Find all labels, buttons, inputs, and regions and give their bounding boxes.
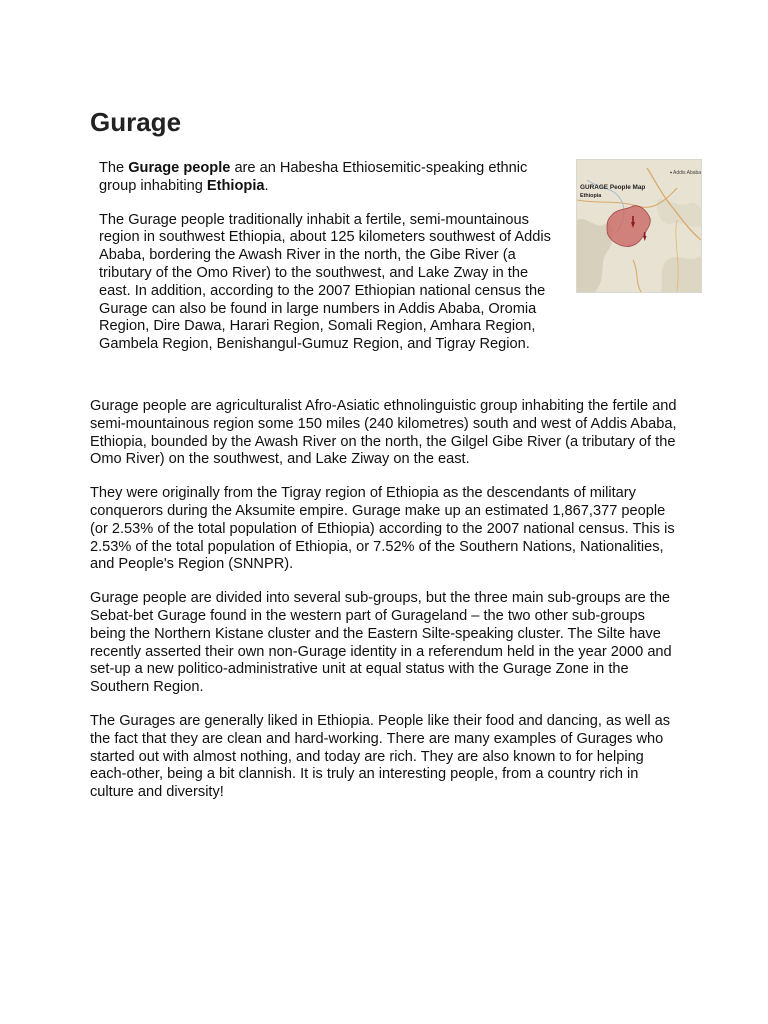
intro-paragraph-2: The Gurage people traditionally inhabit a fertile, semi-mountainous region in southwest Ethiopia, about 125 kilometers southwest of Addis Ababa, bordering the Awash River in the north, the Gibe River (a tributary of the Omo River) to the southwest, and Lake Zway in the east. In addition, according to the 2007 Ethiopian national census the Gurage can also be found in large numbers in Addis Ababa, Oromia Region, Dire Dawa, Harari Region, Somali Region, Amhara Region, Gambela Region, Benishangul-Gumuz Region, and Tigray Region. <box>99 211 551 353</box>
city-dot-icon <box>670 172 672 174</box>
intro-section <box>99 160 559 370</box>
body-paragraph: Gurage people are divided into several sub-groups, but the three main sub-groups are the Sebat-bet Gurage found in the western part of Gurageland – the two other sub-groups being the Northern Kistane cluster and the Eastern Silte-speaking cluster. The Silte have recently asserted their own non-Gurage identity in a referendum held in the year 2000 and set-up a new politico-administrative unit at equal status with the Gurage Zone in the Southern Region. <box>90 590 672 696</box>
map-image <box>576 159 702 293</box>
body-paragraph: Gurage people are agriculturalist Afro-Asiatic ethnolinguistic group inhabiting the fertile and semi-mountainous region some 150 miles (240 kilometres) south and west of Addis Ababa, Ethiopia, bounded by the Awash River on the north, the Gilgel Gibe River (a tributary of the Omo River) on the southwest, and Lake Ziway on the east. <box>90 398 677 468</box>
gurage-people-bold: Gurage people <box>128 160 231 176</box>
map-city-label: Addis Ababa <box>673 170 701 176</box>
map-title-line-2: Ethiopia <box>580 193 602 199</box>
body-section <box>90 398 680 818</box>
map-title-line-1: GURAGE People Map <box>580 184 646 191</box>
terrain-shading <box>661 256 701 292</box>
intro-text: The <box>99 160 129 176</box>
intro-paragraph-1 <box>99 160 559 196</box>
body-paragraph: The Gurages are generally liked in Ethiopia. People like their food and dancing, as well as the fact that they are clean and hard-working. There are many examples of Gurages who started out with almost nothing, and today are rich. They are also known to for helping each-other, being a bit clannish. It is truly an interesting people, from a country rich in culture and diversity! <box>90 712 671 801</box>
intro-text: . <box>264 177 269 194</box>
intro-text: are an Habesha Ethiosemitic-speaking ethnic group inhabiting <box>99 160 528 194</box>
ethiopia-bold: Ethiopia <box>206 177 265 194</box>
location-marker-icon <box>644 232 646 237</box>
page-title: Gurage <box>90 107 182 137</box>
location-marker-icon <box>632 216 634 222</box>
body-paragraph: They were originally from the Tigray region of Ethiopia as the descendants of military conquerors during the Aksumite empire. Gurage make up an estimated 1,867,377 people (or 2.53% of the total population of Ethiopia) according to the 2007 national census. This is 2.53% of the total population of Ethiopia, or 7.52% of the Southern Nations, Nationalities, and People's Region (SNNPR). <box>90 485 675 573</box>
